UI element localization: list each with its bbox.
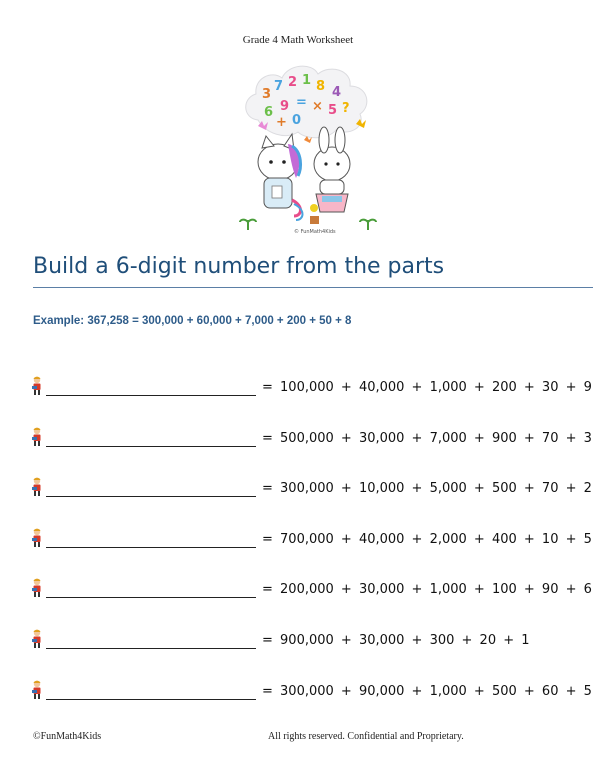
problem-equation: = 200,000 + 30,000 + 1,000 + 100 + 90 + 6 [262,582,592,598]
answer-blank[interactable] [46,547,256,548]
worksheet-title: Build a 6-digit number from the parts [33,254,445,279]
problem-equation: = 500,000 + 30,000 + 7,000 + 900 + 70 + 3 [262,430,592,446]
svg-text:2: 2 [288,75,298,90]
svg-text:8: 8 [316,79,326,94]
svg-text:=: = [296,95,307,110]
svg-text:6: 6 [264,105,274,120]
svg-text:?: ? [342,101,350,116]
svg-text:7: 7 [274,79,284,94]
problem-equation: = 700,000 + 40,000 + 2,000 + 400 + 10 + 5 [262,531,592,547]
svg-text:0: 0 [292,113,302,128]
title-divider [33,287,593,288]
child-reading-icon [30,427,44,447]
problem-row [30,629,590,680]
worksheet-header: Grade 4 Math Worksheet [242,34,354,46]
child-reading-icon [30,376,44,396]
answer-blank[interactable] [46,597,256,598]
svg-text:5: 5 [328,103,338,118]
problem-row [30,427,590,478]
problem-row [30,680,590,731]
problem-row [30,528,590,579]
worksheet-example: Example: 367,258 = 300,000 + 60,000 + 7,000 + 200 + 50 + 8 [33,315,352,327]
footer-rights: All rights reserved. Confidential and Proprietary. [268,731,464,742]
svg-text:3: 3 [262,87,272,102]
problem-list [30,376,590,730]
problem-row [30,376,590,427]
child-reading-icon [30,680,44,700]
problem-equation: = 300,000 + 10,000 + 5,000 + 500 + 70 + 2 [262,481,592,497]
problem-row [30,578,590,629]
child-reading-icon [30,528,44,548]
child-reading-icon [30,578,44,598]
answer-blank[interactable] [46,699,256,700]
child-reading-icon [30,477,44,497]
illustration-credit: © FunMath4Kids [294,229,336,235]
answer-blank[interactable] [46,496,256,497]
footer-copyright: ©FunMath4Kids [33,731,102,742]
problem-equation: = 300,000 + 90,000 + 1,000 + 500 + 60 + 5 [262,683,592,699]
answer-blank[interactable] [46,648,256,649]
svg-text:9: 9 [280,99,290,114]
answer-blank[interactable] [46,395,256,396]
svg-text:×: × [312,99,323,114]
answer-blank[interactable] [46,446,256,447]
problem-equation: = 900,000 + 30,000 + 300 + 20 + 1 [262,632,530,648]
svg-text:1: 1 [302,73,312,88]
problem-row [30,477,590,528]
kittens-numbers-illustration [236,60,380,238]
problem-equation: = 100,000 + 40,000 + 1,000 + 200 + 30 + 9 [262,380,592,395]
child-reading-icon [30,629,44,649]
svg-text:+: + [276,115,287,130]
svg-text:4: 4 [332,85,342,100]
